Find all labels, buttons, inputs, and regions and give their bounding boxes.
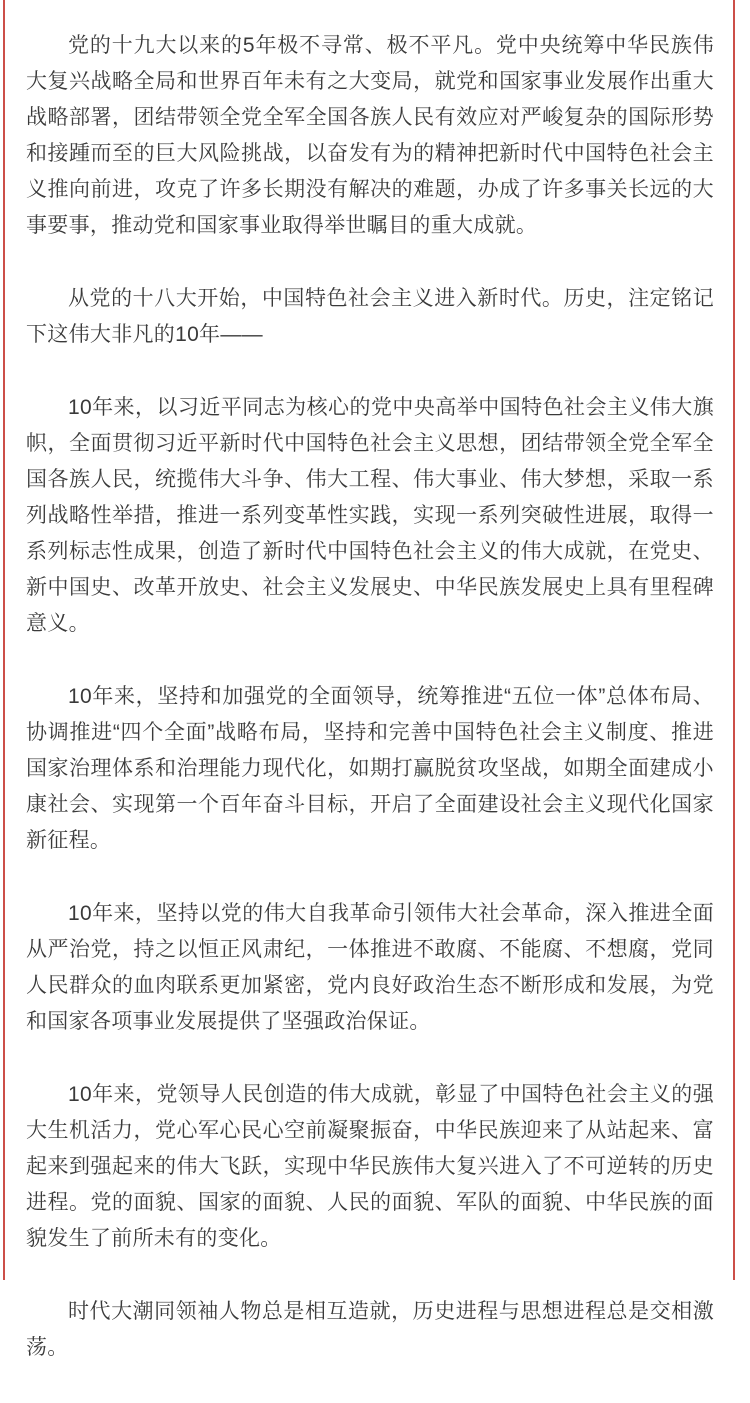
- left-border-line: [3, 0, 5, 1280]
- paragraph-3: 10年来，以习近平同志为核心的党中央高举中国特色社会主义伟大旗帜，全面贯彻习近平新时代中国特色社会主义思想，团结带领全党全军全国各族人民，统揽伟大斗争、伟大工程、伟大事业、伟大梦想，采取一系列战略性举措，推进一系列变革性实践，实现一系列突破性进展，取得一系列标志性成果，创造了新时代中国特色社会主义的伟大成就，在党史、新中国史、改革开放史、社会主义发展史、中华民族发展史上具有里程碑意义。: [26, 396, 714, 635]
- paragraph-4: 10年来，坚持和加强党的全面领导，统筹推进“五位一体”总体布局、协调推进“四个全面”战略布局，坚持和完善中国特色社会主义制度、推进国家治理体系和治理能力现代化，如期打赢脱贫攻坚战，如期全面建成小康社会、实现第一个百年奋斗目标，开启了全面建设社会主义现代化国家新征程。: [26, 685, 714, 852]
- paragraph-7: 时代大潮同领袖人物总是相互造就，历史进程与思想进程总是交相激荡。: [26, 1300, 714, 1359]
- right-border-line: [733, 0, 735, 1280]
- paragraph-1: 党的十九大以来的5年极不寻常、极不平凡。党中央统筹中华民族伟大复兴战略全局和世界百年未有之大变局，就党和国家事业发展作出重大战略部署，团结带领全党全军全国各族人民有效应对严峻复杂的国际形势和接踵而至的巨大风险挑战，以奋发有为的精神把新时代中国特色社会主义推向前进，攻克了许多长期没有解决的难题，办成了许多事关长远的大事要事，推动党和国家事业取得举世瞩目的重大成就。: [26, 34, 714, 237]
- paragraph-6: 10年来，党领导人民创造的伟大成就，彰显了中国特色社会主义的强大生机活力，党心军心民心空前凝聚振奋，中华民族迎来了从站起来、富起来到强起来的伟大飞跃，实现中华民族伟大复兴进入了不可逆转的历史进程。党的面貌、国家的面貌、人民的面貌、军队的面貌、中华民族的面貌发生了前所未有的变化。: [26, 1083, 714, 1250]
- paragraph-2: 从党的十八大开始，中国特色社会主义进入新时代。历史，注定铭记下这伟大非凡的10年——: [26, 287, 714, 346]
- article-body: [26, 0, 714, 1403]
- paragraph-5: 10年来，坚持以党的伟大自我革命引领伟大社会革命，深入推进全面从严治党，持之以恒正风肃纪，一体推进不敢腐、不能腐、不想腐，党同人民群众的血肉联系更加紧密，党内良好政治生态不断形成和发展，为党和国家各项事业发展提供了坚强政治保证。: [26, 902, 714, 1033]
